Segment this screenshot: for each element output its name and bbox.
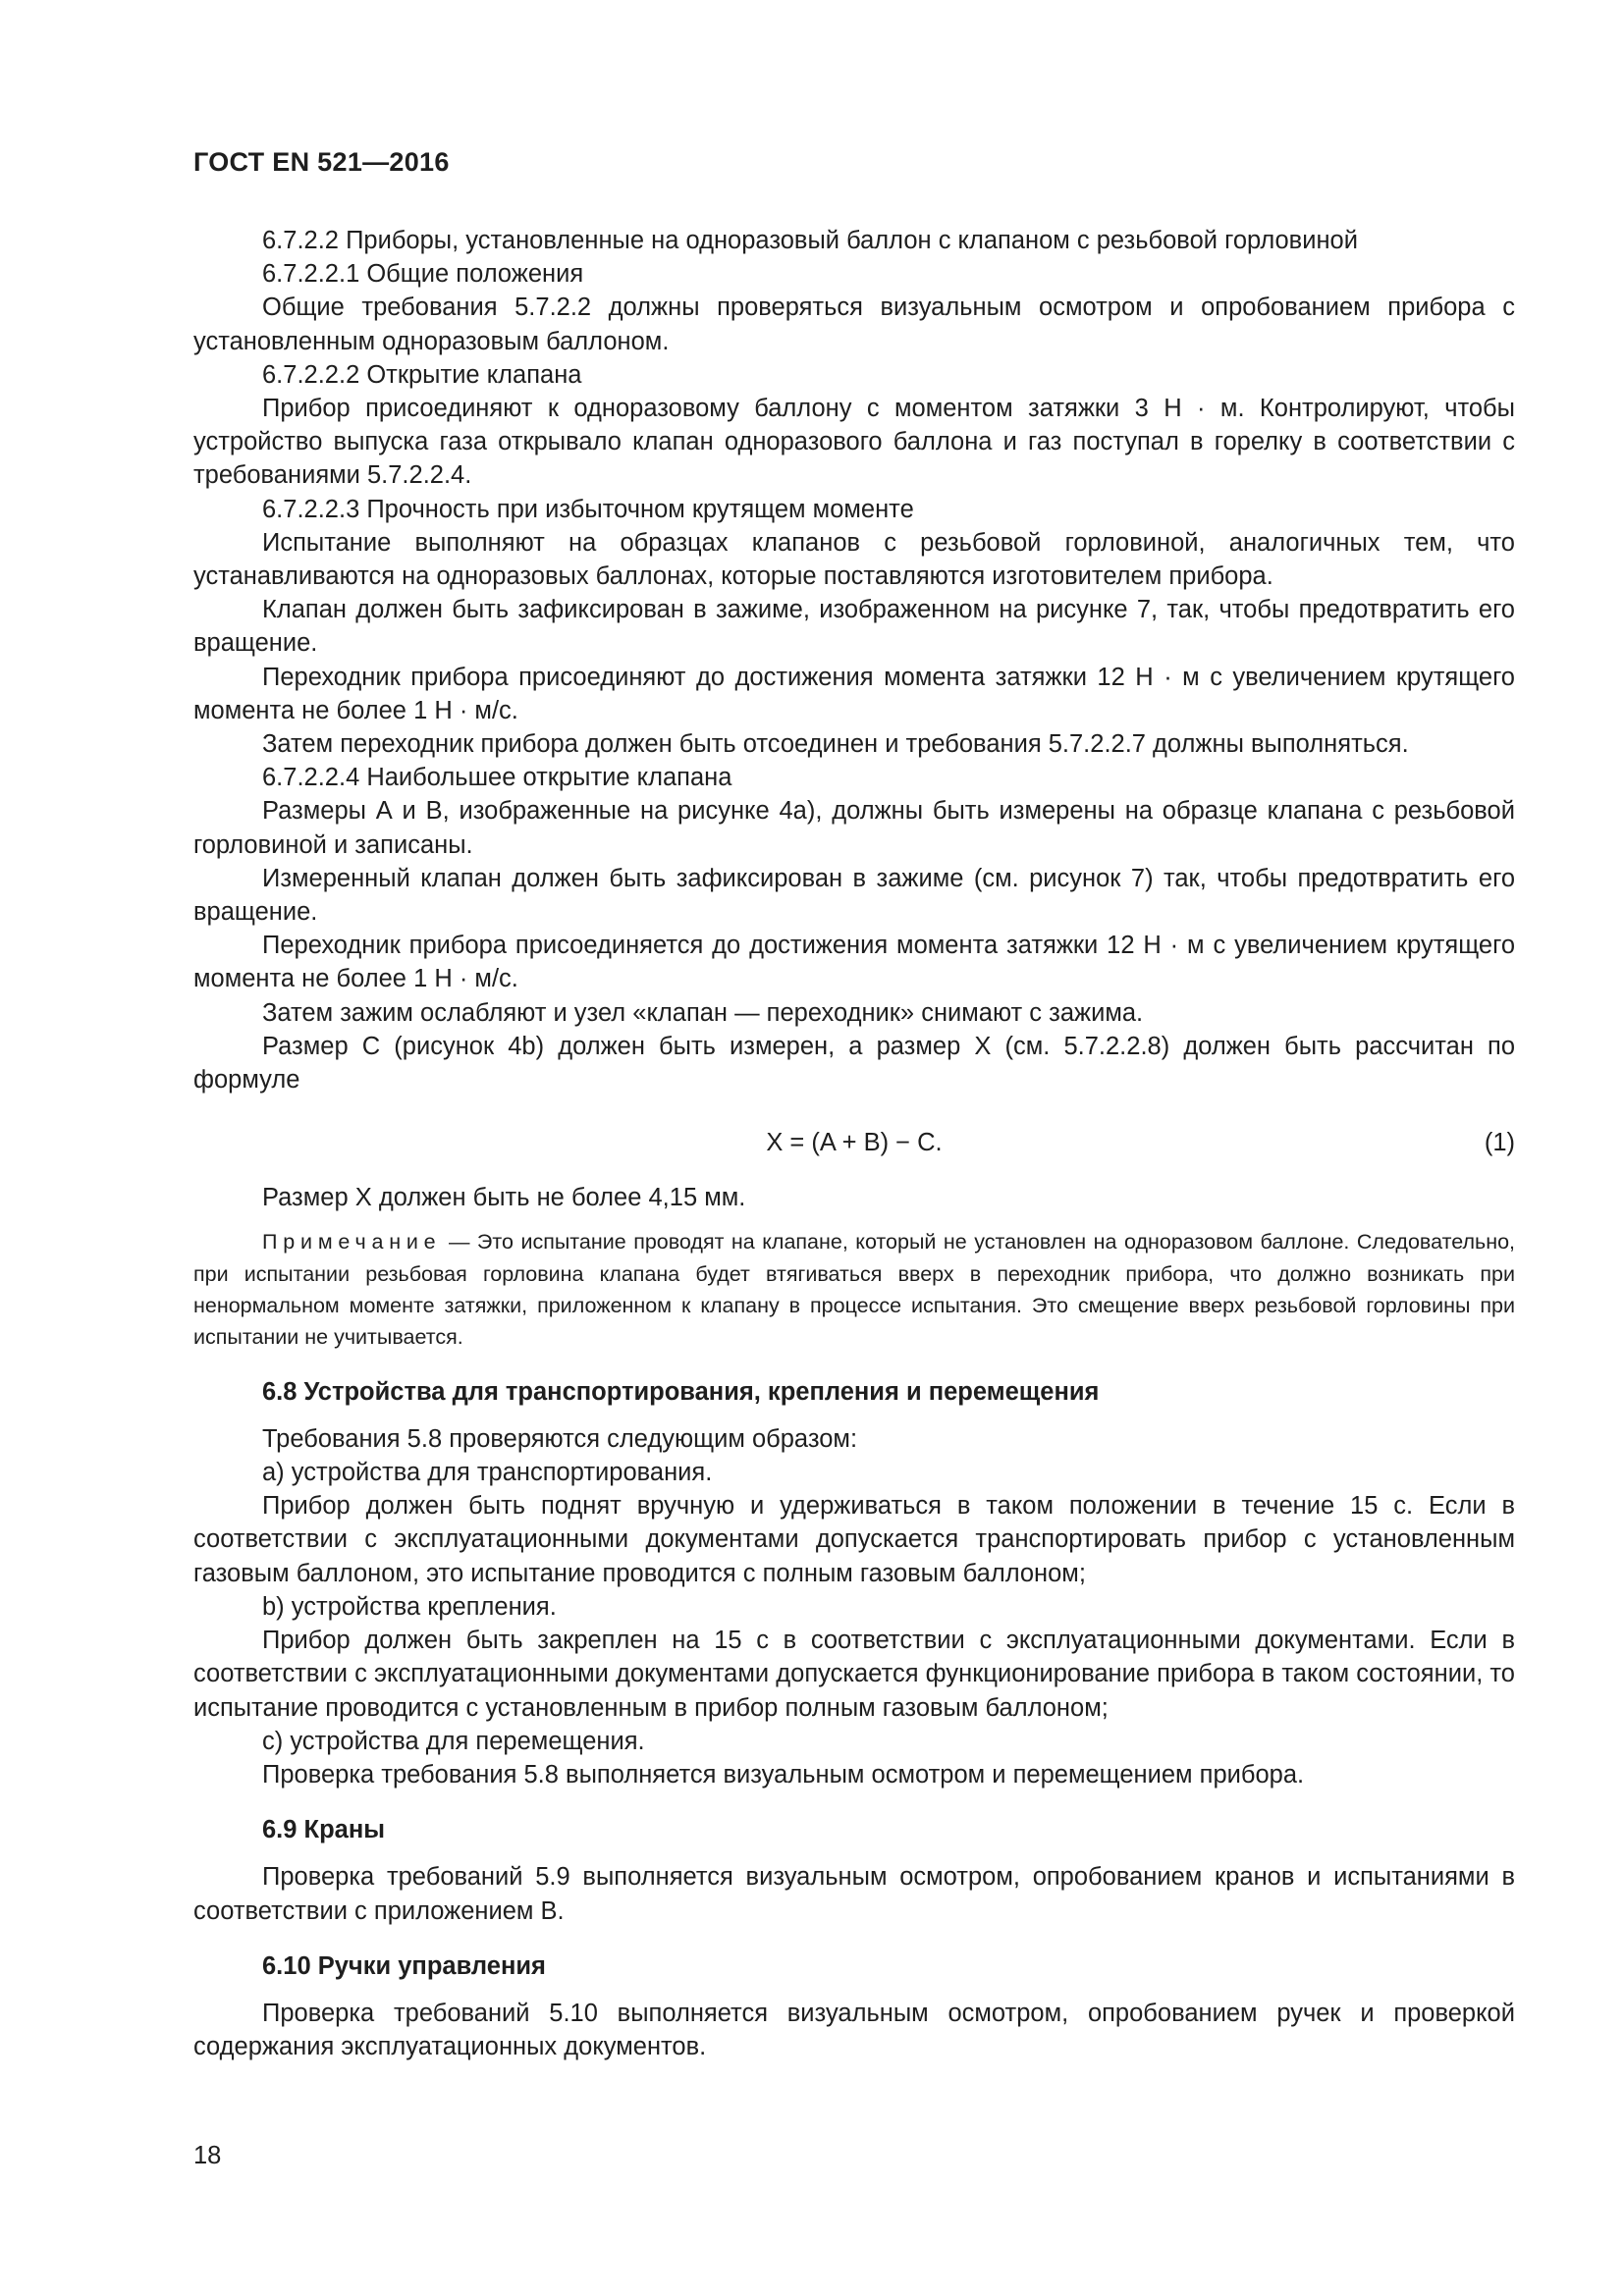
clause-6-7-2-2-4-title: 6.7.2.2.4 Наибольшее открытие клапана — [262, 764, 732, 792]
paragraph: Переходник прибора присоединяют до достижения момента затяжки 12 Н · м с увеличением крутящего момента не более 1 Н · м/с. — [193, 663, 1515, 724]
note — [193, 1226, 1515, 1353]
clause-6-7-2-2-3-title: 6.7.2.2.3 Прочность при избыточном крутящем моменте — [262, 495, 914, 523]
paragraph: Измеренный клапан должен быть зафиксирован в зажиме (см. рисунок 7) так, чтобы предотвратить его вращение. — [193, 864, 1515, 927]
page-content — [193, 224, 1515, 2063]
clause-6-7-2-2-2-title: 6.7.2.2.2 Открытие клапана — [262, 360, 582, 389]
paragraph: Проверка требований 5.9 выполняется визуальным осмотром, опробованием кранов и испытаниями в соответствии с приложением В. — [193, 1863, 1515, 1925]
list-item: с) устройства для перемещения. — [262, 1727, 645, 1755]
paragraph: Переходник прибора присоединяется до достижения момента затяжки 12 Н · м с увеличением крутящего момента не более 1 Н · м/с. — [193, 932, 1515, 993]
note-label: Примечание — [262, 1230, 442, 1255]
paragraph: Затем зажим ослабляют и узел «клапан — переходник» снимают с зажима. — [262, 998, 1144, 1027]
formula-row — [193, 1126, 1515, 1159]
section-6-8-title: 6.8 Устройства для транспортирования, крепления и перемещения — [262, 1377, 1100, 1406]
paragraph: Прибор должен быть поднят вручную и удерживаться в таком положении в течение 15 с. Если в соответствии с эксплуатационными документами допускается транспортировать прибор с установленным газовым баллоном, это испытание проводится с полным газовым баллоном; — [193, 1492, 1515, 1587]
document-header: ГОСТ EN 521—2016 — [193, 147, 450, 177]
paragraph: Размер X должен быть не более 4,15 мм. — [262, 1184, 746, 1212]
formula: X = (A + B) − C. — [766, 1129, 943, 1157]
section-6-9-title: 6.9 Краны — [262, 1816, 386, 1844]
page-number: 18 — [193, 2142, 222, 2169]
section-6-10-title: 6.10 Ручки управления — [262, 1951, 546, 1980]
paragraph: Прибор должен быть закреплен на 15 с в соответствии с эксплуатационными документами. Если в соответствии с эксплуатационными документами допускается функционирование прибора в таком состоянии, то испытание проводится с установленным в прибор полным газовым баллоном; — [193, 1627, 1515, 1722]
note-text: — Это испытание проводят на клапане, который не установлен на одноразовом баллоне. Следовательно, при испытании резьбовая горловина клапана будет втягиваться вверх в переходник прибора, что должно возникать при ненормальном моменте затяжки, приложенном к клапану в процессе испытания. Это смещение вверх резьбовой горловины при испытании не учитывается. — [193, 1230, 1515, 1350]
clause-6-7-2-2-title: 6.7.2.2 Приборы, установленные на одноразовый баллон с клапаном с резьбовой горловиной — [262, 227, 1358, 254]
paragraph: Общие требования 5.7.2.2 должны проверяться визуальным осмотром и опробованием прибора с установленным одноразовым баллоном. — [193, 294, 1515, 355]
paragraph: Размеры А и В, изображенные на рисунке 4а), должны быть измерены на образце клапана с резьбовой горловиной и записаны. — [193, 797, 1515, 859]
paragraph: Проверка требований 5.10 выполняется визуальным осмотром, опробованием ручек и проверкой содержания эксплуатационных документов. — [193, 1999, 1515, 2061]
formula-number: (1) — [1484, 1129, 1515, 1157]
paragraph: Прибор присоединяют к одноразовому баллону с моментом затяжки 3 Н · м. Контролируют, чтобы устройство выпуска газа открывало клапан одноразового баллона и газ поступал в горелку в соответствии с требованиями 5.7.2.2.4. — [193, 395, 1515, 490]
paragraph: Требования 5.8 проверяются следующим образом: — [262, 1424, 858, 1453]
paragraph: Клапан должен быть зафиксирован в зажиме, изображенном на рисунке 7, так, чтобы предотвратить его вращение. — [193, 596, 1515, 658]
paragraph: Затем переходник прибора должен быть отсоединен и требования 5.7.2.2.7 должны выполняться. — [262, 730, 1409, 759]
paragraph: Испытание выполняют на образцах клапанов с резьбовой горловиной, аналогичных тем, что устанавливаются на одноразовых баллонах, которые поставляются изготовителем прибора. — [193, 528, 1515, 591]
paragraph: Размер С (рисунок 4b) должен быть измерен, а размер X (см. 5.7.2.2.8) должен быть рассчитан по формуле — [193, 1032, 1515, 1095]
list-item: а) устройства для транспортирования. — [262, 1459, 713, 1487]
clause-6-7-2-2-1-title: 6.7.2.2.1 Общие положения — [262, 260, 584, 289]
paragraph: Проверка требования 5.8 выполняется визуальным осмотром и перемещением прибора. — [262, 1760, 1305, 1789]
list-item: b) устройства крепления. — [262, 1592, 557, 1621]
